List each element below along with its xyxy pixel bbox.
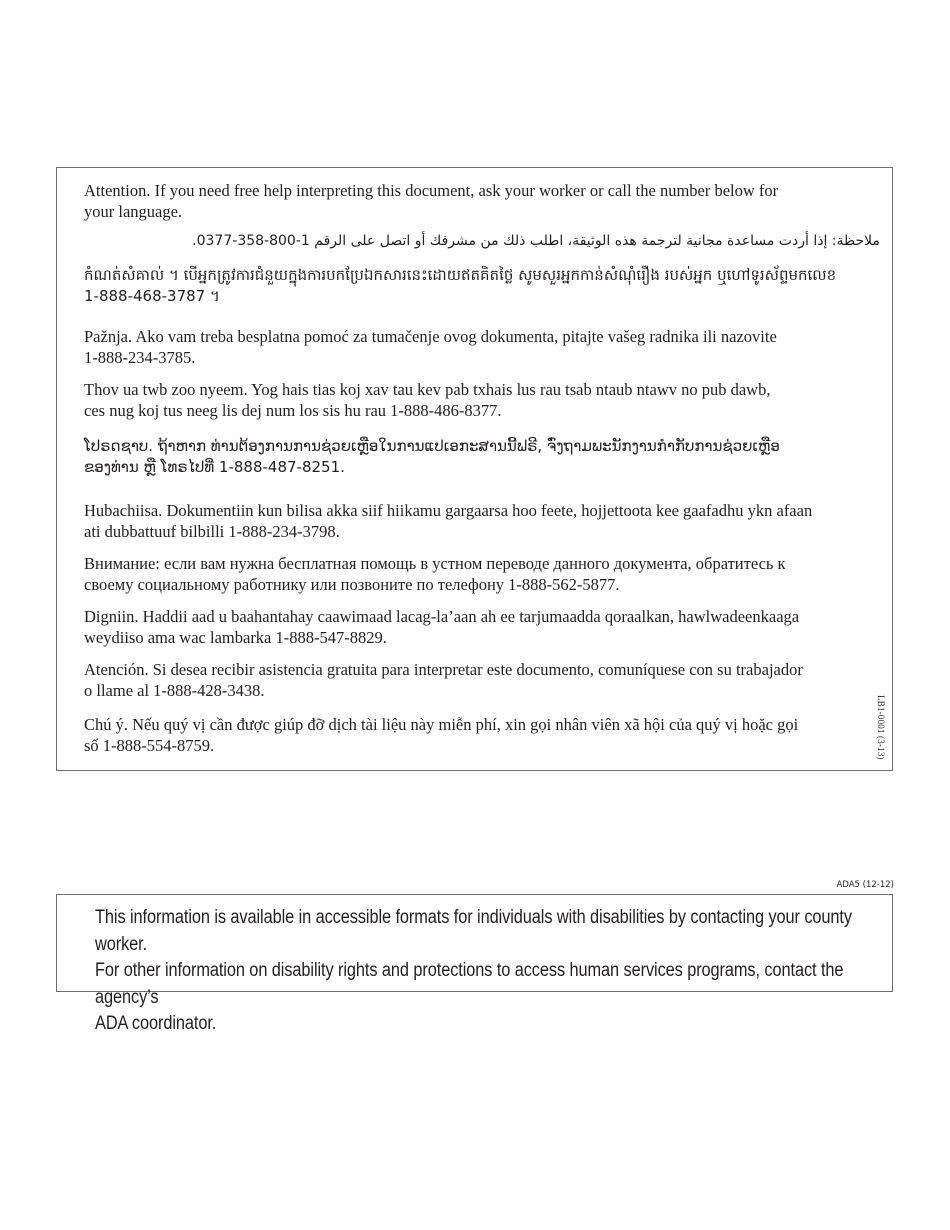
form-code-label: LB1-0001 (3-13) bbox=[876, 695, 886, 760]
notice-khmer: កំណត់សំគាល់ ។ បើអ្នកត្រូវការជំនួយក្នុងការបកប្រែឯកសារនេះដោយឥតគិតថ្លៃ សូមសួរអ្នកកាន់សំណុំរឿង របស់អ្នក ឬហៅទូរស័ព្ទមកលេខ 1-888-468-3787 ។ bbox=[84, 266, 837, 305]
notice-english: Attention. If you need free help interpreting this document, ask your worker or call the number below for your language. bbox=[84, 181, 779, 221]
language-assistance-notice bbox=[56, 167, 893, 771]
notice-spanish: Atención. Si desea recibir asistencia gratuita para interpretar este documento, comuníquese con su trabajador o llame al 1-888-428-3438. bbox=[84, 660, 803, 700]
notice-lao: ໂປຣດຊາບ. ຖ້າຫາກ ທ່ານຕ້ອງການການຊ່ວຍເຫຼືອໃນການແປເອກະສານນີ້ຟຣີ, ຈົ່ງຖາມພະນັກງານກໍາກັບການຊ່ວຍເຫຼືອ ຂອງທ່ານ ຫຼື ໂທຣໄປທີ່ 1-888-487-8251. bbox=[84, 437, 780, 476]
ada-accessibility-notice bbox=[56, 894, 893, 1034]
notice-hmong: Thov ua twb zoo nyeem. Yog hais tias koj xav tau kev pab txhais lus rau tsab ntaub ntawv no pub dawb, ces nug koj tus neeg lis dej num los sis hu rau 1-888-486-8377. bbox=[84, 380, 771, 420]
notice-vietnamese: Chú ý. Nếu quý vị cần được giúp đỡ dịch tài liệu này miễn phí, xin gọi nhân viên xã hội của quý vị hoặc gọi số 1-888-554-8759. bbox=[84, 715, 799, 755]
notice-arabic: ملاحظة: إذا أردت مساعدة مجانية لترجمة هذه الوثيقة، اطلب ذلك من مشرفك أو اتصل على الرقم 1-800-358-0377. bbox=[192, 233, 880, 249]
notice-russian: Внимание: если вам нужна бесплатная помощь в устном переводе данного документа, обратитесь к своему социальному работнику или позвоните по телефону 1-888-562-5877. bbox=[84, 554, 786, 594]
notice-oromo: Hubachiisa. Dokumentiin kun bilisa akka siif hiikamu gargaarsa hoo feete, hojjettoota kee gaafadhu ykn afaan ati dubbattuuf bilbilli 1-888-234-3798. bbox=[84, 501, 813, 541]
notice-somali: Digniin. Haddii aad u baahantahay caawimaad lacag-la’aan ah ee tarjumaadda qoraalkan, hawlwadeenkaaga weydiiso ama wac lambarka 1-888-547-8829. bbox=[84, 607, 800, 647]
notice-serbo-croatian: Pažnja. Ako vam treba besplatna pomoć za tumačenje ovog dokumenta, pitajte vašeg radnika ili nazovite 1-888-234-3785. bbox=[84, 327, 777, 367]
ada-notice-text: This information is available in accessible formats for individuals with disabilities by contacting your county worker. For other information on disability rights and protections to access human services programs, contact the agency’s ADA coordinator. bbox=[95, 907, 852, 1034]
ada-form-code: ADA5 (12-12) bbox=[836, 880, 894, 890]
